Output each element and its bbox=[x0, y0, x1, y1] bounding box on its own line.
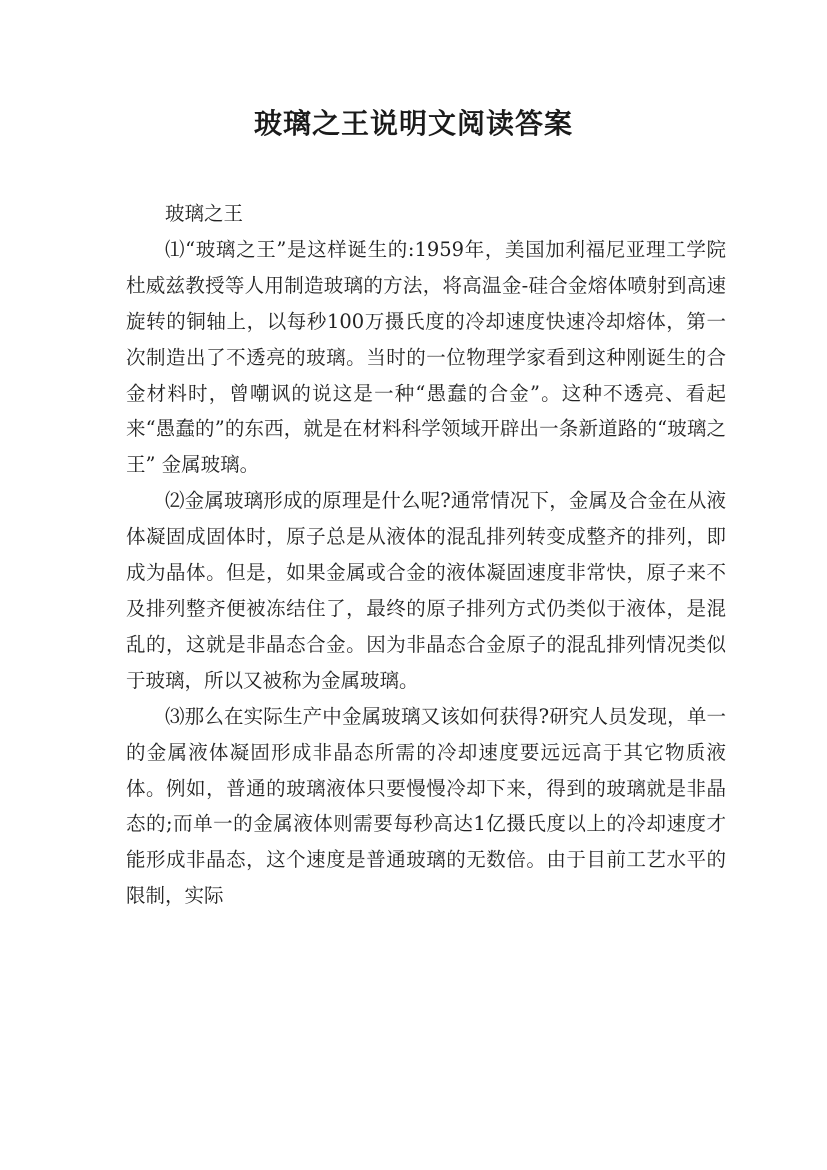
paragraph-2: ⑵金属玻璃形成的原理是什么呢?通常情况下，金属及合金在从液体凝固成固体时，原子总是从液体的混乱排列转变成整齐的排列，即成为晶体。但是，如果金属或合金的液体凝固速度非常快，原子来不及排列整齐便被冻结住了，最终的原子排列方式仍类似于液体，是混乱的，这就是非晶态合金。因为非晶态合金原子的混乱排列情况类似于玻璃，所以又被称为金属玻璃。 bbox=[126, 489, 726, 692]
paragraph-3: ⑶那么在实际生产中金属玻璃又该如何获得?研究人员发现，单一的金属液体凝固形成非晶态所需的冷却速度要远远高于其它物质液体。例如，普通的玻璃液体只要慢慢冷却下来，得到的玻璃就是非晶态的;而单一的金属液体则需要每秒高达1亿摄氏度以上的冷却速度才能形成非晶态，这个速度是普通玻璃的无数倍。由于目前工艺水平的限制，实际 bbox=[126, 704, 726, 908]
document-body bbox=[126, 196, 726, 914]
document-title: 玻璃之王说明文阅读答案 bbox=[253, 107, 573, 140]
paragraph-1: ⑴“玻璃之王”是这样诞生的:1959年，美国加利福尼亚理工学院杜威兹教授等人用制造玻璃的方法，将高温金-硅合金熔体喷射到高速旋转的铜轴上，以每秒100万摄氏度的冷却速度快速冷却熔体，第一次制造出了不透亮的玻璃。当时的一位物理学家看到这种刚诞生的合金材料时，曾嘲讽的说这是一种“愚蠢的合金”。这种不透亮、看起来“愚蠢的”的东西，就是在材料科学领域开辟出一条新道路的“玻璃之王” 金属玻璃。 bbox=[126, 237, 726, 477]
section-subtitle: 玻璃之王 bbox=[165, 202, 244, 225]
